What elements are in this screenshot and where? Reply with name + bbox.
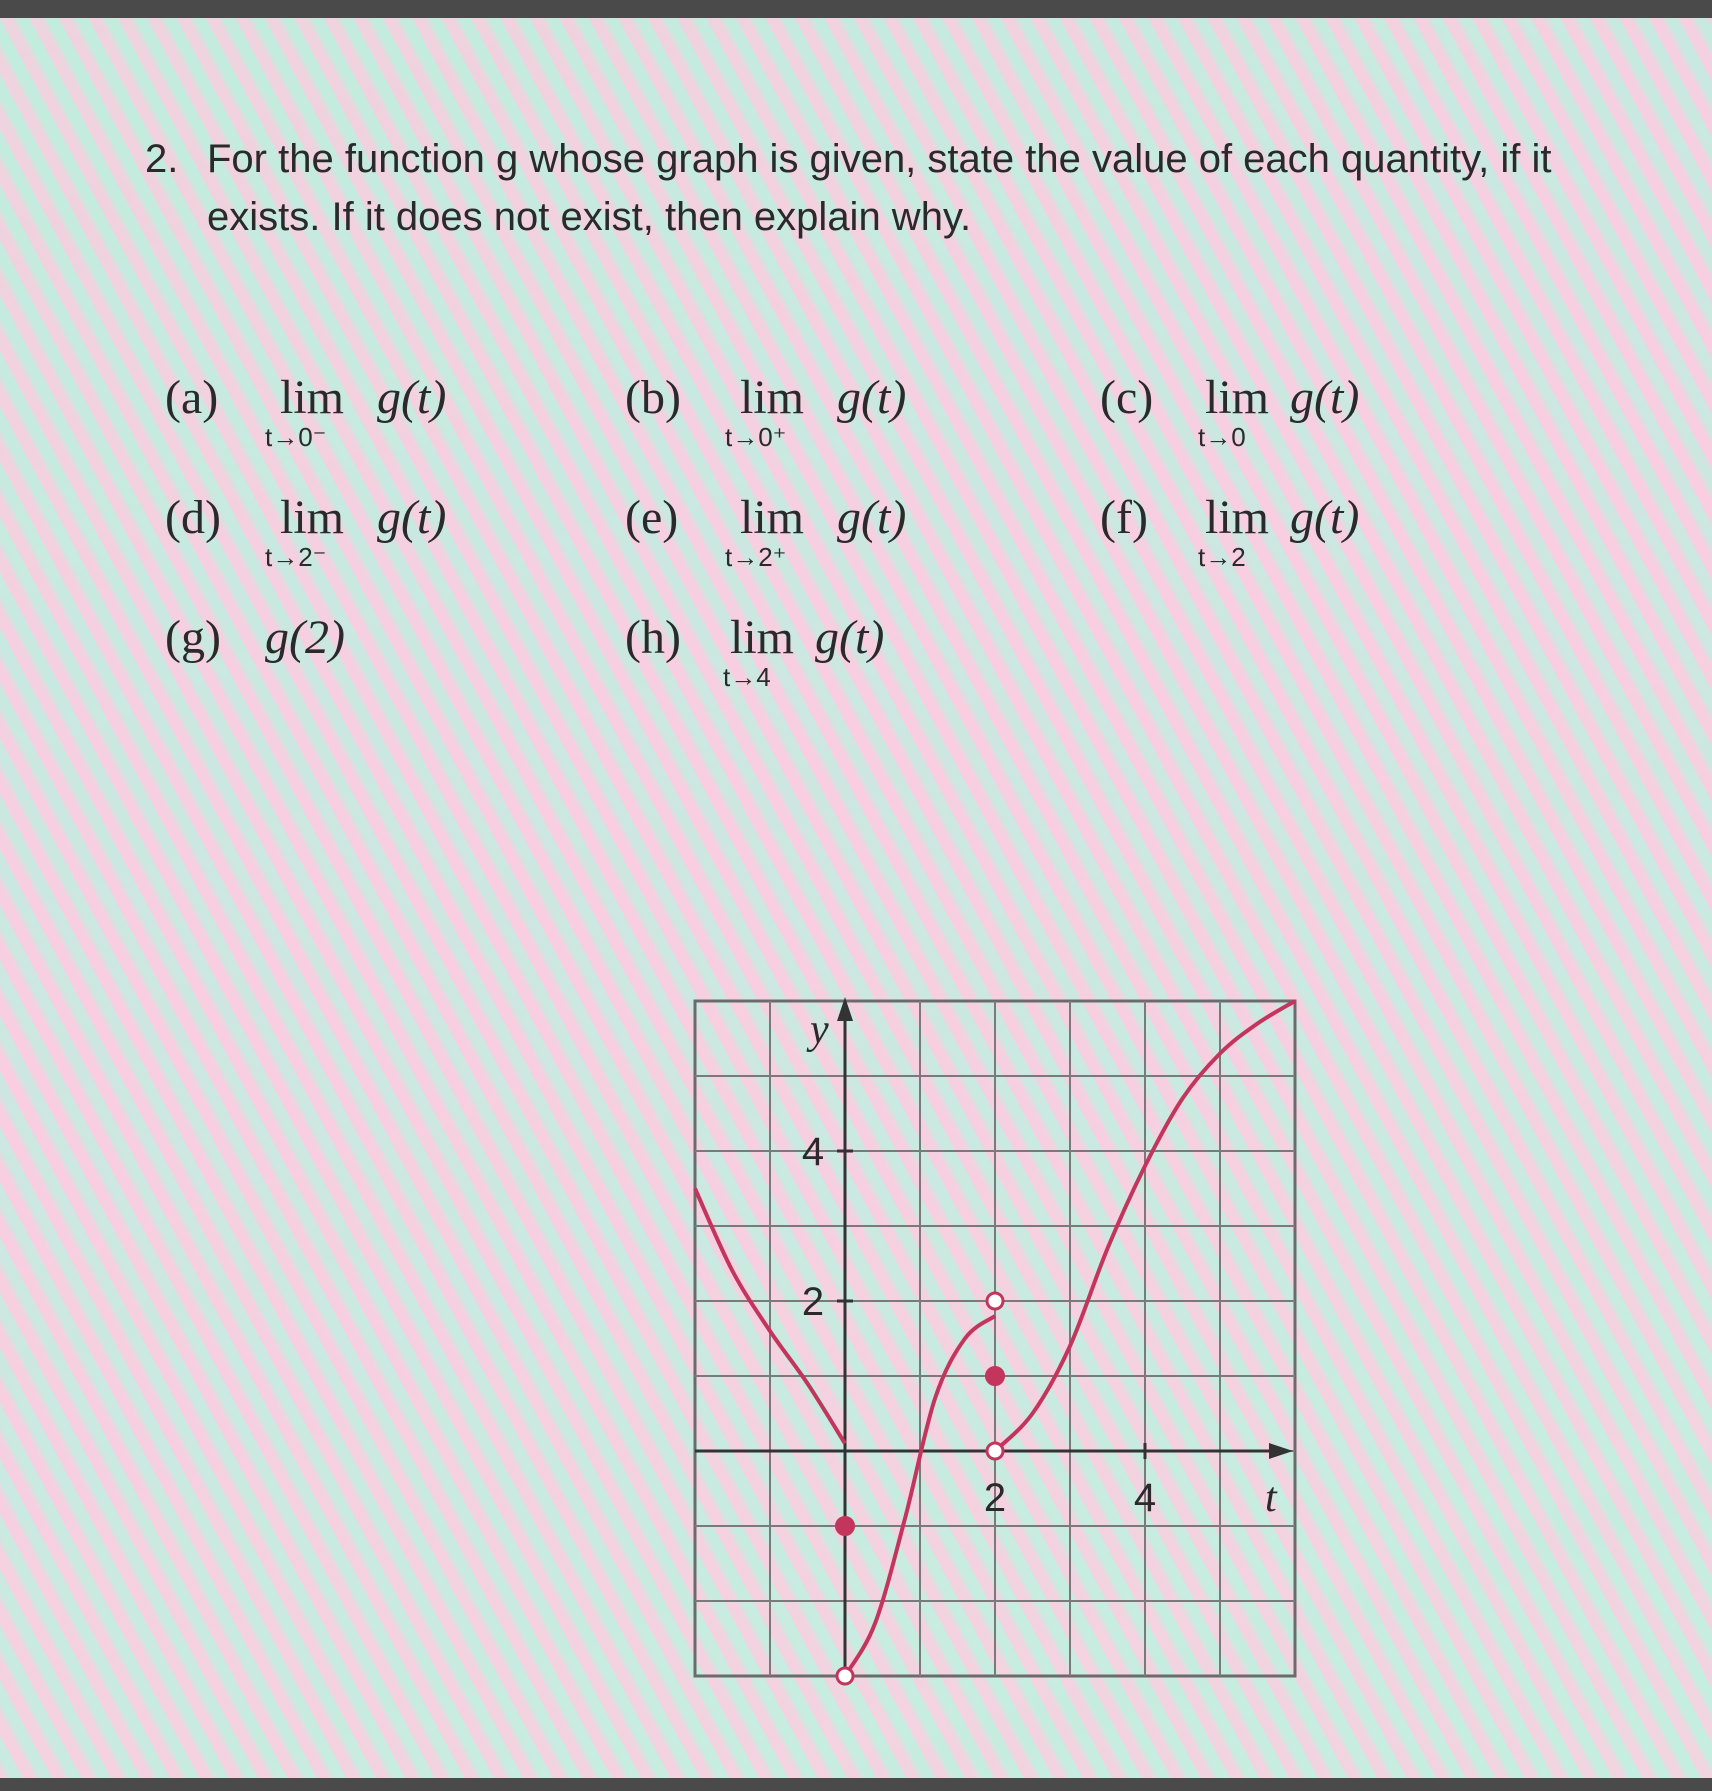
open-point [837, 1668, 853, 1684]
part-label: (b) [625, 371, 681, 424]
lim-subscript: t→4 [723, 662, 771, 692]
lim-operator: lim [740, 491, 805, 544]
screen-bottom-bezel [0, 1778, 1712, 1791]
lim-subscript: t→2⁺ [725, 542, 787, 572]
lim-operator: lim [740, 371, 805, 424]
part-label: (f) [1100, 491, 1148, 544]
graph-grid [695, 1001, 1295, 1676]
open-point [987, 1293, 1003, 1309]
function-expression: g(2) [265, 611, 345, 664]
t-axis-label: t [1265, 1475, 1277, 1521]
closed-point [986, 1367, 1004, 1385]
closed-point [836, 1517, 854, 1535]
lim-operator: lim [1205, 491, 1270, 544]
part-label: (g) [165, 611, 221, 664]
part-label: (h) [625, 611, 681, 664]
y-tick-label: 2 [801, 1280, 825, 1324]
lim-operator: lim [1205, 371, 1270, 424]
lim-subscript: t→0⁻ [265, 422, 327, 452]
function-expression: g(t) [815, 611, 885, 664]
function-expression: g(t) [1290, 491, 1360, 544]
part-label: (d) [165, 491, 221, 544]
lim-subscript: t→0⁺ [725, 422, 787, 452]
question-number: 2. [145, 137, 179, 181]
function-expression: g(t) [377, 371, 447, 424]
lim-subscript: t→2⁻ [265, 542, 327, 572]
lim-operator: lim [280, 491, 345, 544]
t-axis-arrow [1269, 1443, 1293, 1459]
lim-operator: lim [280, 371, 345, 424]
lim-operator: lim [730, 611, 795, 664]
x-tick-label: 2 [983, 1476, 1007, 1520]
open-point [987, 1443, 1003, 1459]
function-expression: g(t) [1290, 371, 1360, 424]
lim-subscript: t→0 [1198, 422, 1246, 452]
y-tick-label: 4 [801, 1130, 825, 1174]
lim-subscript: t→2 [1198, 542, 1246, 572]
part-label: (a) [165, 371, 219, 424]
function-expression: g(t) [837, 491, 907, 544]
function-expression: g(t) [837, 371, 907, 424]
part-label: (c) [1100, 371, 1154, 424]
part-label: (e) [625, 491, 679, 544]
y-axis-label: y [810, 1007, 829, 1053]
x-tick-label: 4 [1133, 1476, 1157, 1520]
function-expression: g(t) [377, 491, 447, 544]
question-text: For the function g whose graph is given, state the value of each quantity, if it exists. If it does not exist, then explain why. [207, 137, 1552, 239]
